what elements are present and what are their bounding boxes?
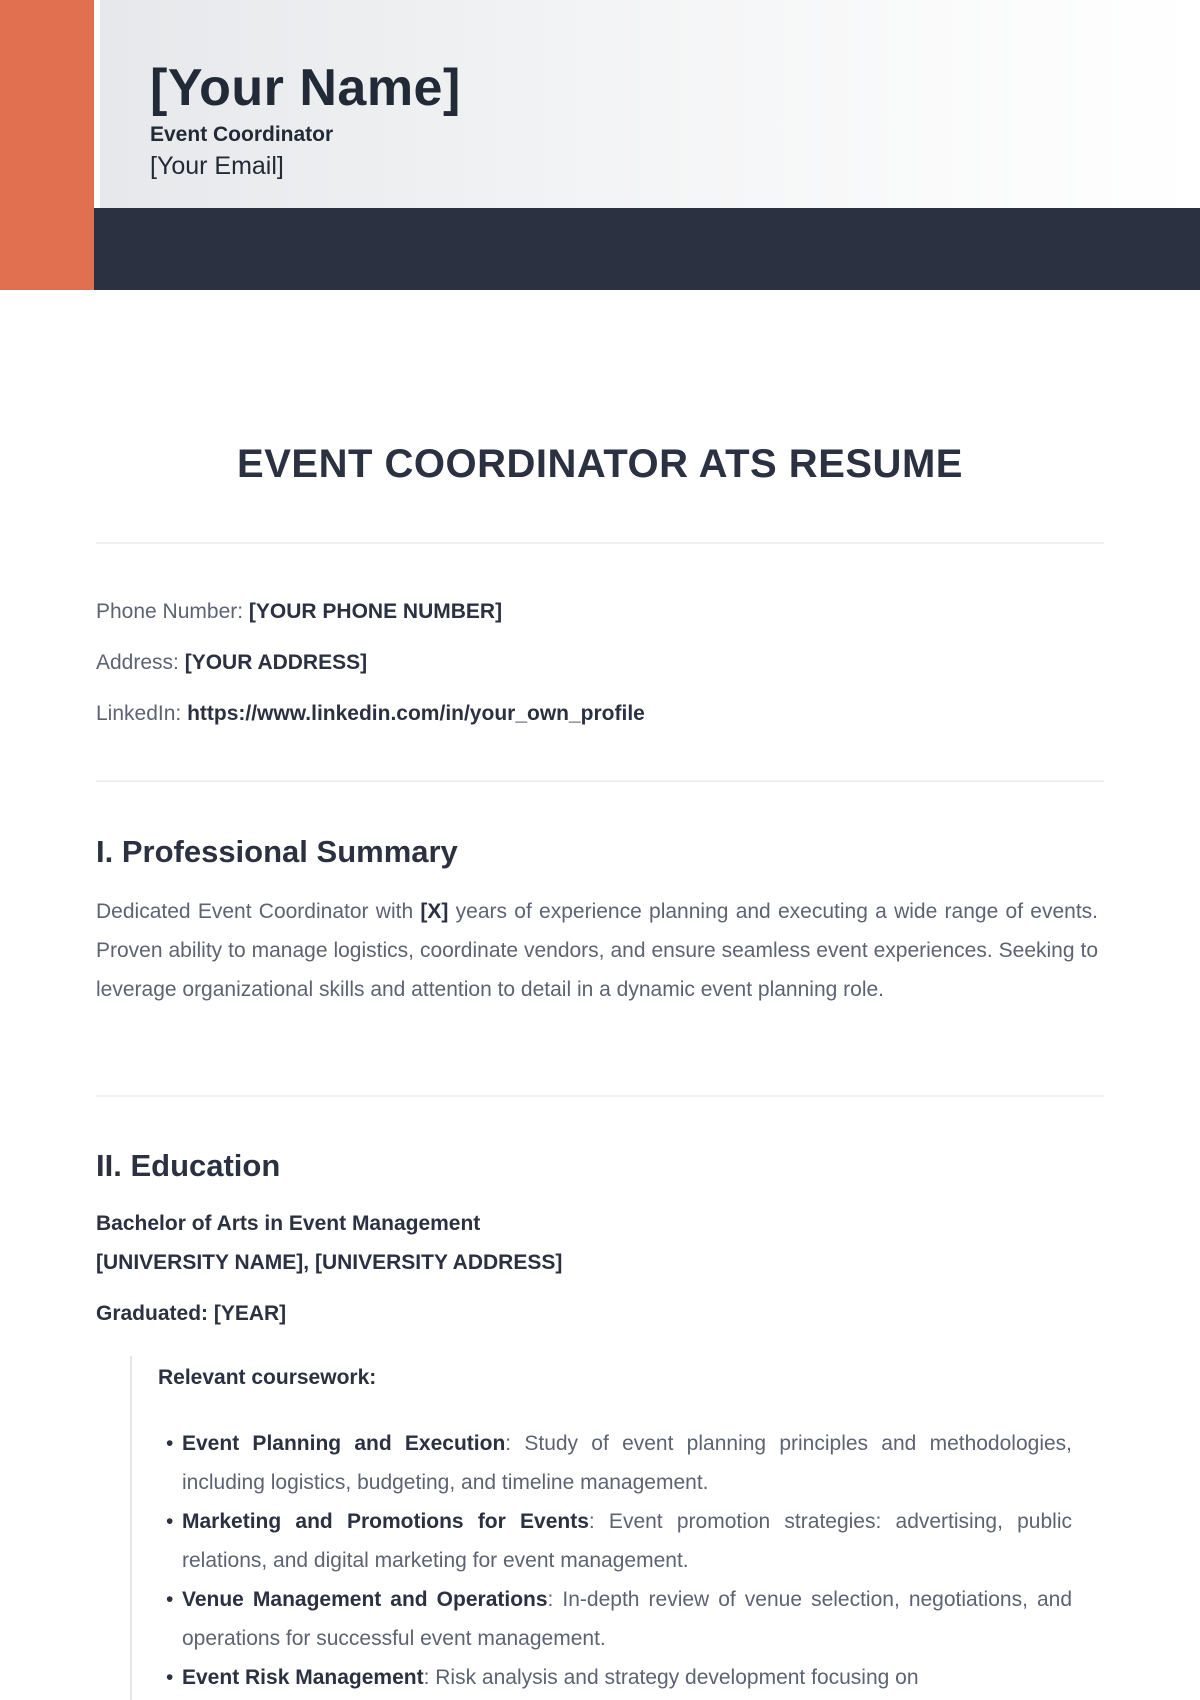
coursework-block — [130, 1356, 1076, 1700]
summary-years: [X] — [420, 900, 449, 923]
resume-header — [0, 0, 1200, 290]
bullet-icon: • — [166, 1432, 174, 1455]
list-item — [166, 1580, 1072, 1658]
course-description: : Study of event planning principles and methodologies, including logistics, budgeting, and timeline management. — [182, 1432, 1072, 1494]
contact-phone — [96, 600, 502, 624]
course-description: : Risk analysis and strategy development focusing on — [423, 1666, 919, 1689]
bullet-icon: • — [166, 1666, 174, 1689]
divider — [96, 780, 1104, 782]
degree: Bachelor of Arts in Event Management — [96, 1212, 481, 1235]
list-item — [166, 1424, 1072, 1502]
divider — [96, 542, 1104, 544]
education-heading: II. Education — [96, 1148, 281, 1183]
course-title: Event Planning and Execution — [182, 1432, 506, 1455]
candidate-role: Event Coordinator — [150, 123, 334, 146]
summary-text — [96, 892, 1098, 1009]
phone-label: Phone Number: — [96, 600, 249, 623]
bullet-icon: • — [166, 1510, 174, 1533]
university: [UNIVERSITY NAME], [UNIVERSITY ADDRESS] — [96, 1251, 563, 1274]
course-title: Marketing and Promotions for Events — [182, 1510, 589, 1533]
candidate-email: [Your Email] — [150, 152, 284, 180]
summary-heading: I. Professional Summary — [96, 834, 458, 869]
accent-bar — [0, 0, 94, 290]
candidate-name: [Your Name] — [150, 59, 461, 117]
course-description: : Event promotion strategies: advertising, public relations, and digital marketing for event management. — [182, 1510, 1072, 1572]
graduation: Graduated: [YEAR] — [96, 1302, 287, 1325]
header-dark-band — [94, 208, 1200, 290]
address-label: Address: — [96, 651, 185, 674]
course-title: Event Risk Management — [182, 1666, 424, 1689]
contact-linkedin — [96, 702, 645, 726]
coursework-label: Relevant coursework: — [158, 1366, 377, 1389]
divider — [96, 1095, 1104, 1097]
address-value: [YOUR ADDRESS] — [184, 651, 368, 674]
coursework-list — [166, 1424, 1072, 1697]
course-title: Venue Management and Operations — [182, 1588, 548, 1611]
linkedin-link[interactable]: https://www.linkedin.com/in/your_own_profile — [187, 702, 645, 725]
contact-address — [96, 651, 367, 675]
phone-value: [YOUR PHONE NUMBER] — [248, 600, 503, 623]
list-item — [166, 1658, 1072, 1697]
list-item — [166, 1502, 1072, 1580]
summary-text-start: Dedicated Event Coordinator with — [96, 900, 421, 923]
linkedin-label: LinkedIn: — [96, 702, 188, 725]
document-title: EVENT COORDINATOR ATS RESUME — [237, 442, 963, 486]
course-description: : In-depth review of venue selection, negotiations, and operations for successful event management. — [182, 1588, 1072, 1650]
summary-text-end: years of experience planning and executing a wide range of events. Proven ability to manage logistics, coordinate vendors, and ensure seamless event experiences. Seeking to leverage organizational skills and attention to detail in a dynamic event planning role. — [96, 900, 1099, 1001]
bullet-icon: • — [166, 1588, 174, 1611]
